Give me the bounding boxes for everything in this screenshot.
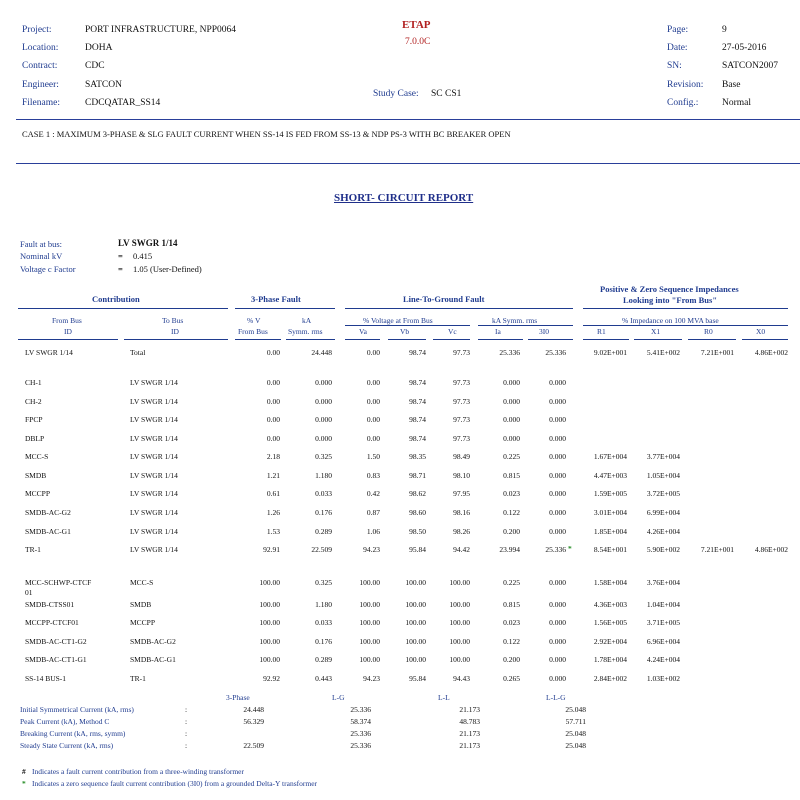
from-bus-id-header: ID: [64, 327, 72, 336]
cell-vb: 98.60: [409, 508, 426, 517]
summary-3phase-value: 56.329: [243, 717, 264, 726]
pct-voltage-underline: [345, 325, 470, 326]
cell-va: 1.50: [366, 452, 380, 461]
engineer-label: Engineer:: [22, 80, 59, 90]
cell-x1: 4.26E+004: [646, 527, 680, 536]
cell-from-bus: MCC-S: [25, 452, 49, 461]
vc-header: Vc: [448, 327, 457, 336]
cell-ia: 0.225: [503, 578, 520, 587]
cell-3i0: 0.000: [549, 674, 566, 683]
location-value: DOHA: [85, 43, 113, 53]
cell-to-bus: LV SWGR 1/14: [130, 434, 178, 443]
summary-colon: :: [185, 741, 188, 750]
cell-va: 100.00: [359, 618, 380, 627]
cell-vb: 98.74: [409, 378, 426, 387]
symm-rms-header: Symm. rms: [288, 327, 323, 336]
summary-lg-value: 25.336: [350, 729, 371, 738]
note-mark-hash: #: [22, 767, 26, 776]
cell-to-bus: LV SWGR 1/14: [130, 378, 178, 387]
cell-r0: 7.21E+001: [700, 545, 734, 554]
cell-from-bus: MCCPP: [25, 489, 51, 498]
cell-pct-v: 0.00: [266, 348, 280, 357]
cell-vb: 100.00: [405, 655, 426, 664]
cell-ka: 0.033: [315, 489, 332, 498]
cell-vc: 100.00: [449, 655, 470, 664]
location-label: Location:: [22, 43, 59, 53]
cell-r1: 8.54E+001: [593, 545, 627, 554]
cell-r1: 1.67E+004: [593, 452, 627, 461]
cell-from-bus: SMDB-AC-CT1-G1: [25, 655, 87, 664]
date-label: Date:: [667, 43, 688, 53]
summary-lg-value: 58.374: [350, 717, 371, 726]
cell-pct-v: 0.61: [266, 489, 280, 498]
summary-colon: :: [185, 717, 188, 726]
sn-label: SN:: [667, 61, 682, 71]
pct-v-header: % V: [247, 316, 261, 325]
cell-pct-v: 1.26: [266, 508, 280, 517]
to-bus-header: To Bus: [162, 316, 184, 325]
cell-3i0: 0.000: [549, 527, 566, 536]
cell-ka: 0.033: [315, 618, 332, 627]
cell-to-bus: LV SWGR 1/14: [130, 397, 178, 406]
cell-to-bus: MCCPP: [130, 618, 156, 627]
fault-bus-value: LV SWGR 1/14: [118, 238, 178, 248]
cell-va: 100.00: [359, 655, 380, 664]
contribution-header: Contribution: [92, 294, 140, 304]
cell-x1: 3.76E+004: [646, 578, 680, 587]
cell-ia: 0.815: [503, 600, 520, 609]
summary-llg-value: 25.048: [565, 741, 586, 750]
cell-vb: 98.74: [409, 415, 426, 424]
cell-va: 0.42: [366, 489, 380, 498]
cell-ka: 1.180: [315, 600, 332, 609]
cell-r1: 1.58E+004: [593, 578, 627, 587]
cell-vc: 97.73: [453, 415, 470, 424]
cell-va: 100.00: [359, 637, 380, 646]
cell-ia: 0.023: [503, 489, 520, 498]
page-value: 9: [722, 25, 727, 35]
voltage-factor-eq: =: [118, 264, 123, 274]
cell-pct-v: 100.00: [259, 637, 280, 646]
cell-va: 100.00: [359, 600, 380, 609]
cell-to-bus: SMDB: [130, 600, 152, 609]
cell-vc: 97.73: [453, 397, 470, 406]
summary-llg-value: 25.048: [565, 729, 586, 738]
cell-vc: 97.95: [453, 489, 470, 498]
cell-to-bus: TR-1: [130, 674, 146, 683]
cell-from-bus: MCCPP-CTCF01: [25, 618, 79, 627]
cell-3i0: 0.000: [549, 471, 566, 480]
row-header-underline-12: [688, 339, 736, 340]
cell-r0: 7.21E+001: [700, 348, 734, 357]
summary-header-lg: L-G: [332, 693, 345, 702]
cell-to-bus: LV SWGR 1/14: [130, 452, 178, 461]
cell-from-bus: TR-1: [25, 545, 41, 554]
sn-value: SATCON2007: [722, 61, 778, 71]
cell-to-bus: LV SWGR 1/14: [130, 471, 178, 480]
ia-header: Ia: [495, 327, 501, 336]
summary-ll-value: 48.783: [459, 717, 480, 726]
cell-to-bus: LV SWGR 1/14: [130, 545, 178, 554]
cell-vc: 98.26: [453, 527, 470, 536]
cell-ia: 0.122: [503, 637, 520, 646]
cell-va: 0.00: [366, 415, 380, 424]
note-mark-star: *: [22, 779, 26, 788]
report-title: SHORT- CIRCUIT REPORT: [334, 192, 474, 204]
cell-x1: 5.41E+002: [646, 348, 680, 357]
cell-r1: 1.85E+004: [593, 527, 627, 536]
summary-header-ll: L-L: [438, 693, 450, 702]
cell-vb: 98.35: [409, 452, 426, 461]
cell-vb: 100.00: [405, 600, 426, 609]
cell-pct-v: 100.00: [259, 655, 280, 664]
config-value: Normal: [722, 98, 752, 108]
case-description: CASE 1 : MAXIMUM 3-PHASE & SLG FAULT CURRENT WHEN SS-14 IS FED FROM SS-13 & NDP PS-3 WITH BC BREAKER OPEN: [22, 129, 511, 139]
row-header-underline-6: [388, 339, 426, 340]
cell-ia: 0.000: [503, 397, 520, 406]
row-header-underline-5: [345, 339, 380, 340]
cell-from-bus: SMDB-AC-G2: [25, 508, 71, 517]
row-header-underline-3: [235, 339, 281, 340]
cell-ia: 0.265: [503, 674, 520, 683]
pct-v-from-bus-header: From Bus: [238, 327, 268, 336]
cell-pct-v: 92.92: [263, 674, 280, 683]
cell-vb: 100.00: [405, 637, 426, 646]
cell-vb: 95.84: [409, 674, 426, 683]
from-bus-header: From Bus: [52, 316, 82, 325]
cell-r1: 1.56E+005: [593, 618, 627, 627]
study-case-value: SC CS1: [431, 89, 462, 99]
va-header: Va: [359, 327, 367, 336]
cell-x0: 4.86E+002: [754, 545, 788, 554]
cell-ia: 0.200: [503, 527, 520, 536]
cell-va: 0.00: [366, 434, 380, 443]
contract-label: Contract:: [22, 61, 58, 71]
cell-va: 0.83: [366, 471, 380, 480]
summary-header-llg: L-L-G: [546, 693, 566, 702]
date-value: 27-05-2016: [722, 43, 767, 53]
cell-x0: 4.86E+002: [754, 348, 788, 357]
cell-3i0: 0.000: [549, 397, 566, 406]
ka-symm-rms-header: kA Symm. rms: [492, 316, 538, 325]
cell-r1: 4.47E+003: [593, 471, 627, 480]
cell-ia: 23.994: [499, 545, 520, 554]
cell-va: 94.23: [363, 674, 380, 683]
cell-vc: 98.49: [453, 452, 470, 461]
cell-pct-v: 1.53: [266, 527, 280, 536]
cell-va: 0.00: [366, 397, 380, 406]
cell-r1: 9.02E+001: [593, 348, 627, 357]
revision-label: Revision:: [667, 80, 704, 90]
study-case-label: Study Case:: [373, 89, 419, 99]
impedance-header-line1: Positive & Zero Sequence Impedances: [600, 284, 739, 294]
cell-from-bus: SMDB-AC-CT1-G2: [25, 637, 87, 646]
cell-ia: 0.122: [503, 508, 520, 517]
cell-from-bus: FPCP: [25, 415, 43, 424]
cell-va: 100.00: [359, 578, 380, 587]
i3-0-header: 3I0: [539, 327, 549, 336]
x1-header: X1: [651, 327, 661, 336]
cell-vb: 98.62: [409, 489, 426, 498]
nominal-kv-label: Nominal kV: [20, 251, 63, 261]
cell-3i0: 0.000: [549, 378, 566, 387]
revision-value: Base: [722, 80, 741, 90]
cell-vb: 95.84: [409, 545, 426, 554]
cell-x1: 6.96E+004: [646, 637, 680, 646]
cell-r1: 3.01E+004: [593, 508, 627, 517]
cell-3i0: 0.000: [549, 508, 566, 517]
cell-3i0: 0.000: [549, 434, 566, 443]
note-text-hash: Indicates a fault current contribution from a three-winding transformer: [32, 767, 245, 776]
cell-zero-seq-mark: *: [568, 544, 572, 553]
cell-to-bus: LV SWGR 1/14: [130, 527, 178, 536]
cell-va: 0.00: [366, 348, 380, 357]
engineer-value: SATCON: [85, 80, 122, 90]
cell-vc: 100.00: [449, 618, 470, 627]
note-text-star: Indicates a zero sequence fault current contribution (3I0) from a grounded Delta-Y transformer: [32, 779, 318, 788]
cell-x1: 1.03E+002: [646, 674, 680, 683]
cell-x1: 1.04E+004: [646, 600, 680, 609]
cell-r1: 1.78E+004: [593, 655, 627, 664]
cell-from-bus: SMDB-CTSS01: [25, 600, 75, 609]
impedance-underline: [583, 308, 788, 309]
cell-vb: 98.71: [409, 471, 426, 480]
cell-from-bus: CH-1: [25, 378, 42, 387]
ka-symm-underline: [478, 325, 573, 326]
cell-va: 1.06: [366, 527, 380, 536]
summary-3phase-value: 24.448: [243, 705, 264, 714]
cell-pct-v: 0.00: [266, 415, 280, 424]
summary-label: Peak Current (kA), Method C: [20, 717, 110, 726]
cell-to-bus: SMDB-AC-G2: [130, 637, 176, 646]
fault-bus-label: Fault at bus:: [20, 239, 63, 249]
cell-vc: 100.00: [449, 600, 470, 609]
cell-vc: 94.43: [453, 674, 470, 683]
cell-vc: 98.10: [453, 471, 470, 480]
case-divider: [16, 163, 800, 164]
cell-ka: 22.509: [311, 545, 332, 554]
summary-header-3phase: 3-Phase: [226, 693, 250, 702]
row-header-underline-1: [18, 339, 118, 340]
cell-3i0: 0.000: [549, 637, 566, 646]
three-phase-header: 3-Phase Fault: [251, 294, 301, 304]
three-phase-underline: [235, 308, 335, 309]
cell-x1: 3.72E+005: [646, 489, 680, 498]
cell-to-bus: LV SWGR 1/14: [130, 508, 178, 517]
cell-3i0: 0.000: [549, 578, 566, 587]
ltg-header: Line-To-Ground Fault: [403, 294, 485, 304]
cell-to-bus: Total: [130, 348, 146, 357]
header-divider: [16, 119, 800, 120]
cell-ia: 0.023: [503, 618, 520, 627]
cell-pct-v: 0.00: [266, 434, 280, 443]
ka-header: kA: [302, 316, 312, 325]
cell-from-bus: MCC-SCHWP-CTCF: [25, 578, 92, 587]
row-header-underline-11: [634, 339, 682, 340]
cell-ka: 0.000: [315, 378, 332, 387]
summary-ll-value: 21.173: [459, 729, 480, 738]
app-name: ETAP: [402, 19, 431, 31]
cell-ka: 0.000: [315, 397, 332, 406]
row-header-underline-4: [286, 339, 335, 340]
cell-r1: 1.59E+005: [593, 489, 627, 498]
summary-ll-value: 21.173: [459, 705, 480, 714]
pct-voltage-header: % Voltage at From Bus: [363, 316, 433, 325]
summary-label: Breaking Current (kA, rms, symm): [20, 729, 126, 738]
cell-va: 0.87: [366, 508, 380, 517]
cell-x1: 4.24E+004: [646, 655, 680, 664]
cell-ia: 0.225: [503, 452, 520, 461]
config-label: Config.:: [667, 98, 699, 108]
cell-pct-v: 100.00: [259, 618, 280, 627]
cell-3i0: 25.336: [545, 545, 566, 554]
row-header-underline-10: [583, 339, 629, 340]
cell-pct-v: 2.18: [266, 452, 280, 461]
cell-vb: 98.74: [409, 434, 426, 443]
ltg-underline: [345, 308, 573, 309]
cell-3i0: 0.000: [549, 600, 566, 609]
cell-pct-v: 1.21: [266, 471, 280, 480]
cell-vc: 100.00: [449, 578, 470, 587]
cell-vc: 97.73: [453, 348, 470, 357]
cell-3i0: 0.000: [549, 415, 566, 424]
cell-from-bus: LV SWGR 1/14: [25, 348, 73, 357]
cell-from-bus: CH-2: [25, 397, 42, 406]
to-bus-id-header: ID: [171, 327, 179, 336]
cell-3i0: 0.000: [549, 655, 566, 664]
cell-ka: 0.289: [315, 655, 332, 664]
summary-llg-value: 25.048: [565, 705, 586, 714]
cell-vb: 98.50: [409, 527, 426, 536]
cell-ka: 0.289: [315, 527, 332, 536]
cell-vb: 100.00: [405, 578, 426, 587]
nominal-kv-eq: =: [118, 251, 123, 261]
cell-ka: 0.176: [315, 637, 332, 646]
project-label: Project:: [22, 25, 52, 35]
cell-vc: 97.73: [453, 434, 470, 443]
cell-from-bus: SMDB-AC-G1: [25, 527, 71, 536]
cell-ia: 0.000: [503, 434, 520, 443]
cell-3i0: 0.000: [549, 618, 566, 627]
cell-r1: 2.84E+002: [593, 674, 627, 683]
cell-vc: 94.42: [453, 545, 470, 554]
cell-ia: 0.200: [503, 655, 520, 664]
summary-lg-value: 25.336: [350, 741, 371, 750]
cell-pct-v: 0.00: [266, 397, 280, 406]
impedance-base-underline: [583, 325, 788, 326]
cell-ka: 0.325: [315, 452, 332, 461]
contract-value: CDC: [85, 61, 105, 71]
impedance-base-header: % Impedance on 100 MVA base: [622, 316, 719, 325]
r0-header: R0: [704, 327, 713, 336]
cell-x1: 5.90E+002: [646, 545, 680, 554]
cell-ka: 24.448: [311, 348, 332, 357]
row-header-underline-13: [742, 339, 788, 340]
cell-ka: 0.176: [315, 508, 332, 517]
project-value: PORT INFRASTRUCTURE, NPP0064: [85, 25, 237, 35]
r1-header: R1: [597, 327, 606, 336]
cell-x1: 1.05E+004: [646, 471, 680, 480]
cell-vc: 97.73: [453, 378, 470, 387]
cell-from-bus: SMDB: [25, 471, 47, 480]
row-header-underline-8: [478, 339, 523, 340]
summary-llg-value: 57.711: [565, 717, 586, 726]
cell-va: 0.00: [366, 378, 380, 387]
cell-3i0: 0.000: [549, 489, 566, 498]
cell-3i0: 25.336: [545, 348, 566, 357]
page-label: Page:: [667, 25, 689, 35]
cell-vc: 100.00: [449, 637, 470, 646]
cell-x1: 3.71E+005: [646, 618, 680, 627]
summary-ll-value: 21.173: [459, 741, 480, 750]
contribution-underline: [18, 308, 228, 309]
summary-colon: :: [185, 705, 188, 714]
cell-ia: 0.000: [503, 378, 520, 387]
x0-header: X0: [756, 327, 766, 336]
cell-x1: 3.77E+004: [646, 452, 680, 461]
vb-header: Vb: [400, 327, 410, 336]
summary-3phase-value: 22.509: [243, 741, 264, 750]
cell-ka: 1.180: [315, 471, 332, 480]
cell-vb: 98.74: [409, 397, 426, 406]
cell-from-bus-line2: 01: [25, 588, 33, 597]
cell-from-bus: DBLP: [25, 434, 45, 443]
cell-pct-v: 0.00: [266, 378, 280, 387]
cell-r1: 2.92E+004: [593, 637, 627, 646]
cell-x1: 6.99E+004: [646, 508, 680, 517]
cell-r1: 4.36E+003: [593, 600, 627, 609]
cell-vb: 100.00: [405, 618, 426, 627]
nominal-kv-value: 0.415: [133, 251, 153, 261]
cell-vc: 98.16: [453, 508, 470, 517]
cell-va: 94.23: [363, 545, 380, 554]
cell-ka: 0.325: [315, 578, 332, 587]
cell-ia: 0.000: [503, 415, 520, 424]
voltage-factor-value: 1.05 (User-Defined): [133, 264, 202, 274]
cell-pct-v: 100.00: [259, 578, 280, 587]
filename-label: Filename:: [22, 98, 60, 108]
cell-ka: 0.443: [315, 674, 332, 683]
cell-pct-v: 92.91: [263, 545, 280, 554]
cell-from-bus: SS-14 BUS-1: [25, 674, 67, 683]
cell-ka: 0.000: [315, 434, 332, 443]
cell-ka: 0.000: [315, 415, 332, 424]
cell-to-bus: SMDB-AC-G1: [130, 655, 176, 664]
row-header-underline-2: [124, 339, 228, 340]
cell-ia: 0.815: [503, 471, 520, 480]
summary-colon: :: [185, 729, 188, 738]
impedance-header-line2: Looking into "From Bus": [623, 295, 718, 305]
cell-3i0: 0.000: [549, 452, 566, 461]
filename-value: CDCQATAR_SS14: [85, 98, 161, 108]
app-version: 7.0.0C: [405, 37, 431, 47]
cell-to-bus: LV SWGR 1/14: [130, 489, 178, 498]
cell-ia: 25.336: [499, 348, 520, 357]
cell-vb: 98.74: [409, 348, 426, 357]
row-header-underline-7: [433, 339, 470, 340]
voltage-factor-label: Voltage c Factor: [20, 264, 76, 274]
cell-to-bus: LV SWGR 1/14: [130, 415, 178, 424]
summary-lg-value: 25.336: [350, 705, 371, 714]
cell-to-bus: MCC-S: [130, 578, 154, 587]
summary-label: Steady State Current (kA, rms): [20, 741, 114, 750]
row-header-underline-9: [528, 339, 573, 340]
summary-label: Initial Symmetrical Current (kA, rms): [20, 705, 134, 714]
cell-pct-v: 100.00: [259, 600, 280, 609]
